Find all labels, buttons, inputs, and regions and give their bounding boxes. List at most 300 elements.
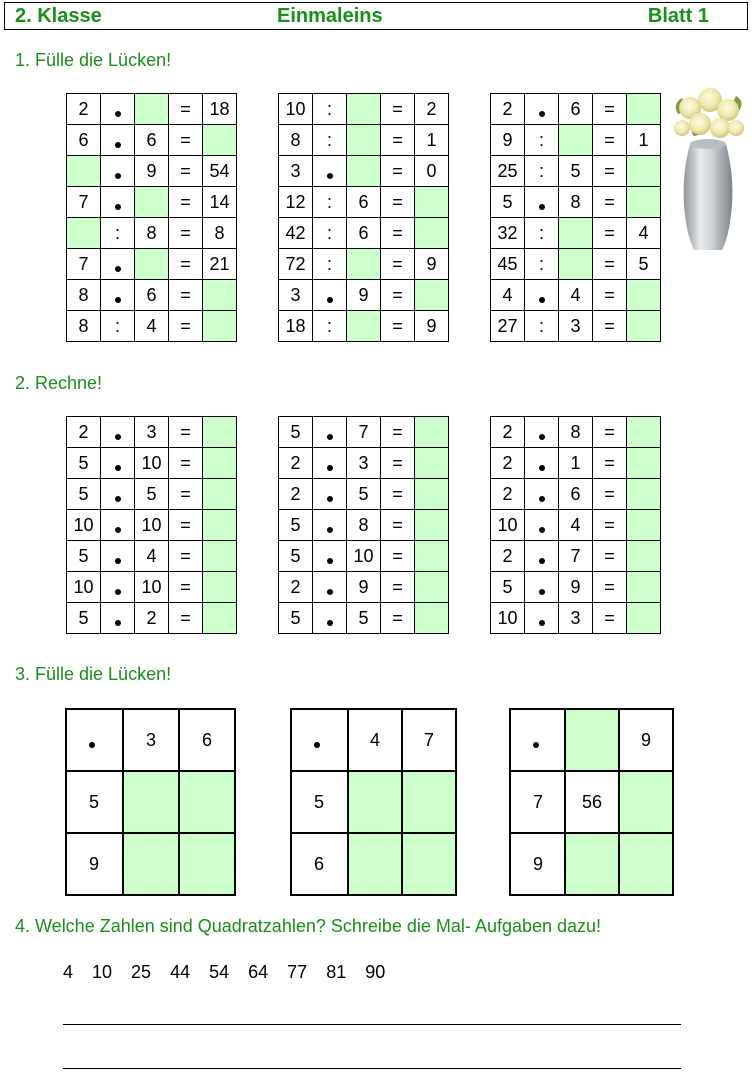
cell-value: 2: [491, 541, 525, 572]
cell-value: 2: [67, 94, 101, 125]
cell-value: 3: [123, 709, 179, 771]
table-row: [67, 541, 237, 572]
dot-icon: [115, 204, 121, 210]
cell-value: =: [593, 541, 627, 572]
cell-value: 5: [67, 479, 101, 510]
dot-icon: [115, 527, 121, 533]
answer-cell[interactable]: [415, 572, 449, 603]
answer-cell[interactable]: [203, 125, 237, 156]
dot-icon: [314, 742, 320, 748]
multiply-dot-icon: [101, 541, 135, 572]
cell-value: 9: [347, 280, 381, 311]
answer-line[interactable]: [63, 1024, 681, 1025]
cell-value: :: [313, 125, 347, 156]
cell-value: 2: [279, 572, 313, 603]
multiply-dot-icon: [510, 709, 565, 771]
answer-cell[interactable]: [347, 125, 381, 156]
multiply-dot-icon: [313, 156, 347, 187]
table-row: [279, 156, 449, 187]
number-item: 81: [326, 962, 347, 982]
cell-value: 2: [279, 448, 313, 479]
exercise-1-table-2: [278, 93, 449, 342]
answer-cell[interactable]: [135, 187, 169, 218]
cell-value: =: [593, 156, 627, 187]
dot-icon: [539, 204, 545, 210]
cell-value: =: [169, 125, 203, 156]
answer-cell[interactable]: [415, 603, 449, 634]
cell-value: :: [525, 125, 559, 156]
table-row: [67, 187, 237, 218]
answer-cell[interactable]: [123, 833, 179, 895]
dot-icon: [539, 465, 545, 471]
cell-value: 5: [135, 479, 169, 510]
multiply-dot-icon: [313, 572, 347, 603]
table-row: [510, 833, 673, 895]
number-item: 4: [63, 962, 74, 982]
cell-value: 18: [203, 94, 237, 125]
multiply-dot-icon: [525, 94, 559, 125]
exercise-3-table-3: [509, 708, 674, 896]
answer-cell[interactable]: [203, 479, 237, 510]
table-row: [66, 771, 235, 833]
cell-value: 3: [279, 280, 313, 311]
dot-icon: [327, 496, 333, 502]
cell-value: 4: [135, 311, 169, 342]
cell-value: 6: [559, 479, 593, 510]
table-row: [279, 311, 449, 342]
cell-value: =: [381, 311, 415, 342]
answer-cell[interactable]: [415, 510, 449, 541]
cell-value: 5: [347, 603, 381, 634]
cell-value: 10: [491, 603, 525, 634]
worksheet-header: [4, 2, 748, 30]
dot-icon: [533, 742, 539, 748]
cell-value: =: [593, 218, 627, 249]
cell-value: 5: [279, 417, 313, 448]
dot-icon: [539, 496, 545, 502]
multiply-dot-icon: [313, 417, 347, 448]
table-row: [279, 417, 449, 448]
cell-value: 25: [491, 156, 525, 187]
cell-value: 5: [291, 771, 348, 833]
multiply-dot-icon: [313, 280, 347, 311]
cell-value: =: [593, 510, 627, 541]
exercise-1-table-3: [490, 93, 661, 342]
multiply-dot-icon: [313, 448, 347, 479]
multiply-dot-icon: [291, 709, 348, 771]
multiply-dot-icon: [101, 572, 135, 603]
dot-icon: [115, 297, 121, 303]
multiply-dot-icon: [525, 603, 559, 634]
cell-value: 4: [348, 709, 402, 771]
cell-value: :: [525, 249, 559, 280]
table-row: [279, 541, 449, 572]
answer-cell[interactable]: [415, 417, 449, 448]
cell-value: 5: [66, 771, 123, 833]
answer-cell[interactable]: [565, 709, 619, 771]
answer-cell[interactable]: [619, 771, 673, 833]
dot-icon: [539, 111, 545, 117]
topic-label: Einmaleins: [277, 5, 383, 27]
cell-value: 8: [67, 311, 101, 342]
cell-value: 7: [559, 541, 593, 572]
answer-cell[interactable]: [67, 218, 101, 249]
cell-value: 5: [627, 249, 661, 280]
cell-value: 3: [347, 448, 381, 479]
multiply-dot-icon: [525, 541, 559, 572]
dot-icon: [115, 496, 121, 502]
cell-value: 7: [347, 417, 381, 448]
answer-cell[interactable]: [347, 311, 381, 342]
cell-value: :: [313, 311, 347, 342]
table-row: [279, 249, 449, 280]
section-2-title: 2. Rechne!: [15, 373, 103, 393]
exercise-2-table-3: [490, 416, 661, 634]
cell-value: =: [593, 603, 627, 634]
exercise-2-table-2: [278, 416, 449, 634]
answer-line[interactable]: [63, 1068, 681, 1069]
number-item: 77: [287, 962, 308, 982]
cell-value: =: [593, 417, 627, 448]
cell-value: 10: [135, 448, 169, 479]
answer-cell[interactable]: [203, 417, 237, 448]
dot-icon: [539, 620, 545, 626]
table-row: [491, 417, 661, 448]
cell-value: 5: [67, 541, 101, 572]
answer-cell[interactable]: [135, 94, 169, 125]
cell-value: =: [593, 249, 627, 280]
table-row: [67, 156, 237, 187]
cell-value: 9: [491, 125, 525, 156]
cell-value: =: [381, 280, 415, 311]
cell-value: =: [381, 541, 415, 572]
cell-value: =: [169, 448, 203, 479]
cell-value: 8: [559, 417, 593, 448]
answer-cell[interactable]: [627, 187, 661, 218]
cell-value: 8: [67, 280, 101, 311]
table-row: [67, 94, 237, 125]
table-row: [66, 833, 235, 895]
dot-icon: [327, 297, 333, 303]
cell-value: 5: [67, 603, 101, 634]
cell-value: 3: [559, 311, 593, 342]
cell-value: 10: [279, 94, 313, 125]
answer-cell[interactable]: [135, 249, 169, 280]
cell-value: :: [101, 311, 135, 342]
cell-value: 4: [491, 280, 525, 311]
cell-value: 5: [491, 572, 525, 603]
cell-value: 45: [491, 249, 525, 280]
table-row: [67, 510, 237, 541]
cell-value: 6: [135, 280, 169, 311]
answer-cell[interactable]: [559, 125, 593, 156]
cell-value: :: [313, 94, 347, 125]
table-row: [510, 709, 673, 771]
answer-cell[interactable]: [203, 541, 237, 572]
section-1-title: 1. Fülle die Lücken!: [15, 50, 172, 70]
multiply-dot-icon: [525, 510, 559, 541]
cell-value: 9: [510, 833, 565, 895]
cell-value: =: [169, 510, 203, 541]
multiply-dot-icon: [313, 479, 347, 510]
answer-cell[interactable]: [415, 280, 449, 311]
dot-icon: [115, 465, 121, 471]
cell-value: =: [381, 125, 415, 156]
table-row: [67, 479, 237, 510]
answer-cell[interactable]: [415, 479, 449, 510]
cell-value: 9: [66, 833, 123, 895]
multiply-dot-icon: [525, 479, 559, 510]
cell-value: 2: [67, 417, 101, 448]
answer-cell[interactable]: [415, 218, 449, 249]
cell-value: 12: [279, 187, 313, 218]
multiply-dot-icon: [101, 603, 135, 634]
cell-value: 9: [415, 249, 449, 280]
cell-value: 56: [565, 771, 619, 833]
cell-value: 27: [491, 311, 525, 342]
cell-value: =: [381, 94, 415, 125]
answer-cell[interactable]: [627, 448, 661, 479]
table-row: [491, 156, 661, 187]
cell-value: 7: [402, 709, 456, 771]
exercise-3-table-1: [65, 708, 236, 896]
cell-value: =: [381, 572, 415, 603]
cell-value: 4: [135, 541, 169, 572]
cell-value: =: [169, 156, 203, 187]
cell-value: =: [381, 417, 415, 448]
section-4-title: 4. Welche Zahlen sind Quadratzahlen? Schreibe die Mal- Aufgaben dazu!: [15, 916, 602, 936]
cell-value: :: [525, 156, 559, 187]
answer-cell[interactable]: [627, 510, 661, 541]
cell-value: 9: [415, 311, 449, 342]
answer-cell[interactable]: [67, 156, 101, 187]
cell-value: 2: [135, 603, 169, 634]
dot-icon: [327, 527, 333, 533]
table-row: [67, 572, 237, 603]
cell-value: 2: [491, 448, 525, 479]
multiply-dot-icon: [101, 510, 135, 541]
cell-value: 3: [559, 603, 593, 634]
cell-value: =: [169, 249, 203, 280]
table-row: [67, 280, 237, 311]
cell-value: =: [169, 541, 203, 572]
cell-value: 6: [67, 125, 101, 156]
cell-value: 6: [135, 125, 169, 156]
answer-cell[interactable]: [565, 833, 619, 895]
answer-cell[interactable]: [627, 311, 661, 342]
cell-value: =: [169, 603, 203, 634]
flower-vase-image: [668, 84, 748, 254]
answer-cell[interactable]: [347, 156, 381, 187]
table-row: [279, 218, 449, 249]
table-row: [491, 541, 661, 572]
answer-cell[interactable]: [348, 833, 402, 895]
table-row: [67, 125, 237, 156]
multiply-dot-icon: [525, 448, 559, 479]
answer-cell[interactable]: [123, 771, 179, 833]
answer-cell[interactable]: [619, 833, 673, 895]
table-row: [491, 479, 661, 510]
dot-icon: [115, 589, 121, 595]
multiply-dot-icon: [101, 187, 135, 218]
answer-cell[interactable]: [203, 603, 237, 634]
cell-value: 6: [347, 187, 381, 218]
cell-value: 5: [279, 510, 313, 541]
dot-icon: [539, 558, 545, 564]
number-item: 25: [131, 962, 152, 982]
cell-value: 10: [491, 510, 525, 541]
cell-value: =: [381, 479, 415, 510]
cell-value: 54: [203, 156, 237, 187]
answer-cell[interactable]: [179, 771, 235, 833]
table-row: [279, 479, 449, 510]
cell-value: :: [313, 249, 347, 280]
cell-value: 2: [491, 417, 525, 448]
answer-cell[interactable]: [203, 572, 237, 603]
cell-value: 5: [279, 541, 313, 572]
dot-icon: [327, 558, 333, 564]
table-row: [491, 603, 661, 634]
cell-value: 8: [559, 187, 593, 218]
answer-cell[interactable]: [415, 448, 449, 479]
answer-cell[interactable]: [203, 280, 237, 311]
table-row: [510, 771, 673, 833]
cell-value: 6: [179, 709, 235, 771]
cell-value: 6: [559, 94, 593, 125]
answer-cell[interactable]: [627, 280, 661, 311]
dot-icon: [327, 620, 333, 626]
number-item: 90: [365, 962, 386, 982]
number-item: 10: [92, 962, 113, 982]
cell-value: =: [381, 249, 415, 280]
answer-cell[interactable]: [415, 187, 449, 218]
table-row: [491, 572, 661, 603]
cell-value: 72: [279, 249, 313, 280]
multiply-dot-icon: [313, 603, 347, 634]
table-row: [67, 249, 237, 280]
answer-cell[interactable]: [203, 448, 237, 479]
exercise-1-table-1: [66, 93, 237, 342]
answer-cell[interactable]: [627, 94, 661, 125]
cell-value: 5: [559, 156, 593, 187]
answer-cell[interactable]: [627, 417, 661, 448]
table-row: [66, 709, 235, 771]
answer-cell[interactable]: [347, 94, 381, 125]
cell-value: 9: [559, 572, 593, 603]
number-item: 54: [209, 962, 230, 982]
answer-cell[interactable]: [347, 249, 381, 280]
cell-value: =: [169, 479, 203, 510]
dot-icon: [539, 589, 545, 595]
table-row: [491, 311, 661, 342]
answer-cell[interactable]: [627, 603, 661, 634]
multiply-dot-icon: [66, 709, 123, 771]
table-row: [491, 280, 661, 311]
cell-value: =: [593, 572, 627, 603]
dot-icon: [115, 434, 121, 440]
answer-cell[interactable]: [627, 572, 661, 603]
cell-value: :: [525, 218, 559, 249]
cell-value: 21: [203, 249, 237, 280]
cell-value: 8: [347, 510, 381, 541]
answer-cell[interactable]: [627, 541, 661, 572]
multiply-dot-icon: [313, 541, 347, 572]
cell-value: 2: [279, 479, 313, 510]
table-row: [291, 833, 456, 895]
table-row: [491, 448, 661, 479]
number-item: 64: [248, 962, 269, 982]
answer-cell[interactable]: [402, 771, 456, 833]
cell-value: 1: [559, 448, 593, 479]
dot-icon: [539, 434, 545, 440]
cell-value: =: [381, 448, 415, 479]
answer-cell[interactable]: [348, 771, 402, 833]
cell-value: 9: [135, 156, 169, 187]
cell-value: 10: [135, 572, 169, 603]
cell-value: =: [381, 187, 415, 218]
cell-value: =: [593, 280, 627, 311]
answer-cell[interactable]: [203, 311, 237, 342]
table-row: [279, 510, 449, 541]
answer-cell[interactable]: [559, 218, 593, 249]
exercise-3-table-2: [290, 708, 457, 896]
cell-value: 2: [491, 479, 525, 510]
dot-icon: [327, 434, 333, 440]
cell-value: =: [381, 156, 415, 187]
answer-cell[interactable]: [402, 833, 456, 895]
section-3-title: 3. Fülle die Lücken!: [15, 664, 172, 684]
answer-cell[interactable]: [179, 833, 235, 895]
answer-cell[interactable]: [203, 510, 237, 541]
answer-cell[interactable]: [559, 249, 593, 280]
cell-value: 18: [279, 311, 313, 342]
cell-value: 10: [67, 572, 101, 603]
table-row: [279, 448, 449, 479]
table-row: [279, 603, 449, 634]
answer-cell[interactable]: [627, 156, 661, 187]
cell-value: =: [169, 311, 203, 342]
multiply-dot-icon: [525, 187, 559, 218]
dot-icon: [115, 173, 121, 179]
table-row: [279, 187, 449, 218]
cell-value: 8: [135, 218, 169, 249]
dot-icon: [539, 527, 545, 533]
table-row: [491, 94, 661, 125]
number-item: 44: [170, 962, 191, 982]
cell-value: 7: [67, 187, 101, 218]
multiply-dot-icon: [101, 280, 135, 311]
dot-icon: [115, 558, 121, 564]
table-row: [67, 603, 237, 634]
table-row: [491, 187, 661, 218]
cell-value: 10: [67, 510, 101, 541]
number-list: [63, 962, 404, 983]
dot-icon: [327, 173, 333, 179]
cell-value: 8: [279, 125, 313, 156]
dot-icon: [115, 142, 121, 148]
answer-cell[interactable]: [627, 479, 661, 510]
cell-value: 1: [415, 125, 449, 156]
table-row: [491, 249, 661, 280]
cell-value: 8: [203, 218, 237, 249]
cell-value: =: [169, 187, 203, 218]
cell-value: :: [313, 218, 347, 249]
dot-icon: [89, 742, 95, 748]
answer-cell[interactable]: [415, 541, 449, 572]
multiply-dot-icon: [101, 249, 135, 280]
cell-value: 2: [491, 94, 525, 125]
cell-value: 6: [347, 218, 381, 249]
